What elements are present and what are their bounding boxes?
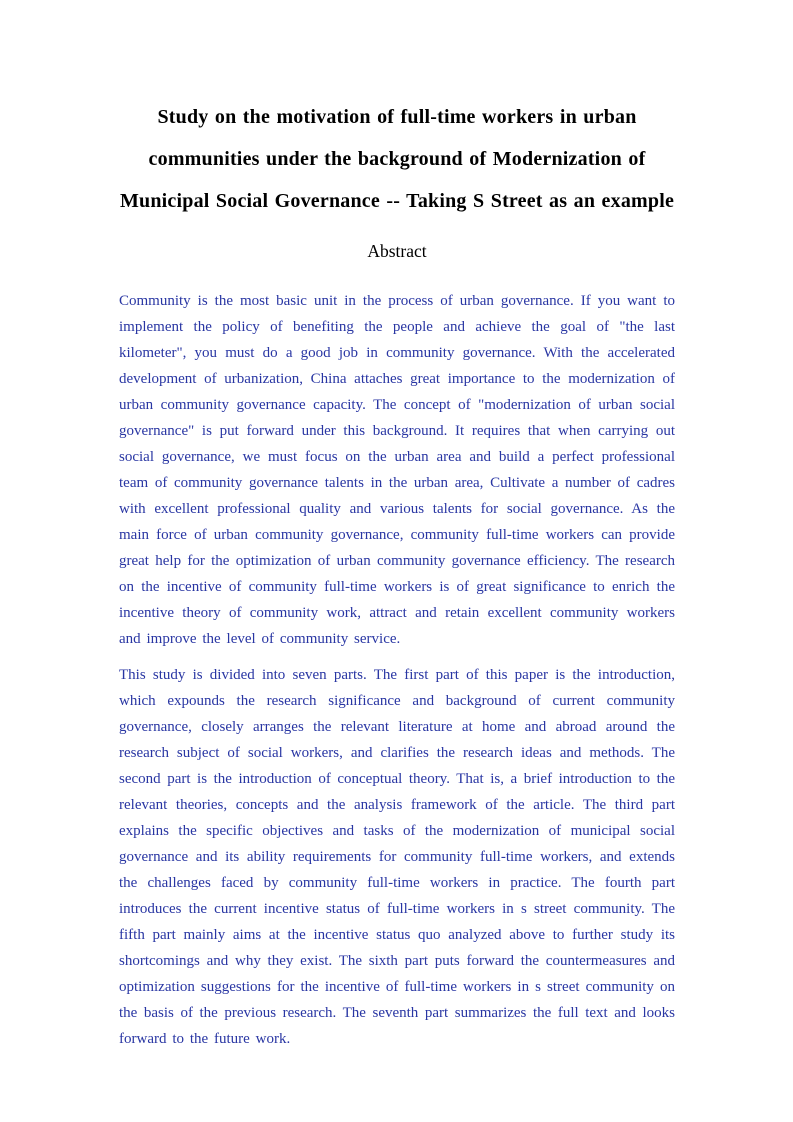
document-title: Study on the motivation of full-time workers in urban communities under the background of Modernization of Municipal Social Governance -- Taking S Street as an example	[119, 106, 675, 212]
abstract-paragraph-1: Community is the most basic unit in the process of urban governance. If you want to implement the policy of benefiting the people and achieve the goal of "the last kilometer", you must do a good job in community governance. With the accelerated development of urbanization, China attaches great importance to the modernization of urban community governance capacity. The concept of "modernization of urban social governance" is put forward under this background. It requires that when carrying out social governance, we must focus on the urban area and build a perfect professional team of community governance talents in the urban area, Cultivate a number of cadres with excellent professional quality and various talents for social governance. As the main force of urban community governance, community full-time workers can provide great help for the optimization of urban community governance efficiency. The research on the incentive of community full-time workers is of great significance to enrich the incentive theory of community work, attract and retain excellent community workers and improve the level of community service.	[119, 293, 675, 647]
abstract-heading: Abstract	[367, 241, 427, 261]
abstract-paragraph-2: This study is divided into seven parts. The first part of this paper is the introduction, which expounds the research significance and background of current community governance, closely arranges the relevant literature at home and abroad around the research subject of social workers, and clarifies the research ideas and methods. The second part is the introduction of conceptual theory. That is, a brief introduction to the relevant theories, concepts and the analysis framework of the article. The third part explains the specific objectives and tasks of the modernization of municipal social governance and its ability requirements for community full-time workers, and extends the challenges faced by community full-time workers in practice. The fourth part introduces the current incentive status of full-time workers in s street community. The fifth part mainly aims at the incentive status quo analyzed above to further study its shortcomings and why they exist. The sixth part puts forward the countermeasures and optimization suggestions for the incentive of full-time workers in s street community on the basis of the previous research. The seventh part summarizes the full text and looks forward to the future work.	[119, 667, 675, 1047]
